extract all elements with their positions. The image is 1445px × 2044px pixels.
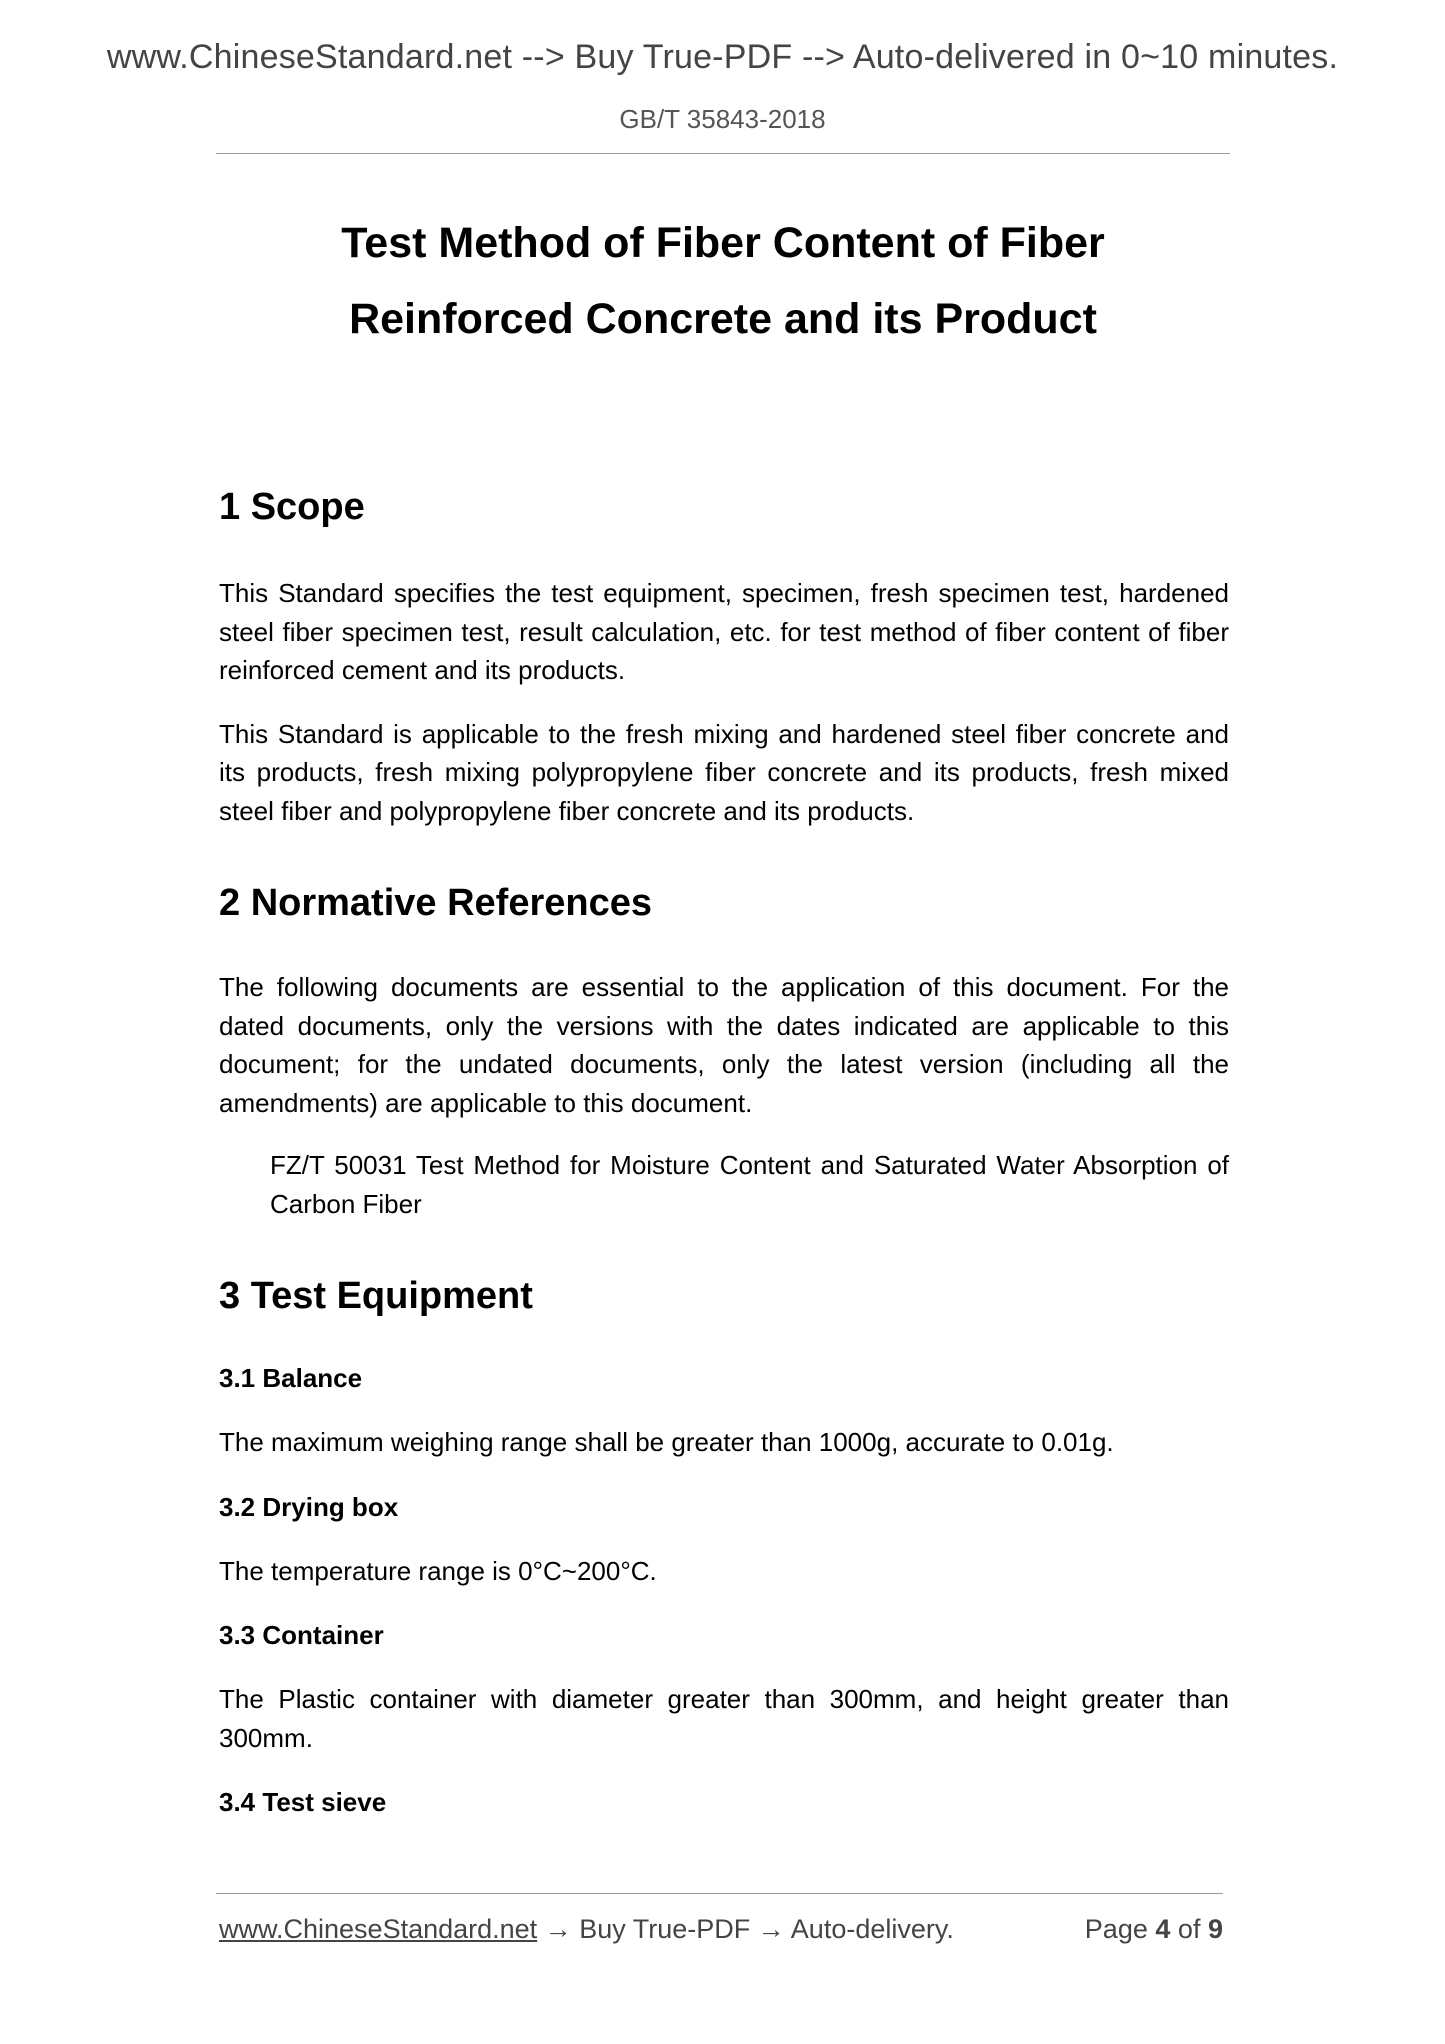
page-label: Page bbox=[1084, 1914, 1148, 1944]
document-code: GB/T 35843-2018 bbox=[619, 104, 826, 134]
page-footer bbox=[219, 1914, 1223, 1945]
section-heading-test-equipment: 3 Test Equipment bbox=[219, 1275, 533, 1317]
balance-text: The maximum weighing range shall be greater than 1000g, accurate to 0.01g. bbox=[219, 1427, 1114, 1457]
top-banner: www.ChineseStandard.net --> Buy True-PDF --> Auto-delivered in 0~10 minutes. bbox=[106, 38, 1339, 76]
section-heading-scope: 1 Scope bbox=[219, 486, 365, 528]
subsection-heading-test-sieve: 3.4 Test sieve bbox=[219, 1787, 387, 1817]
page-current: 4 bbox=[1155, 1914, 1171, 1944]
title-line-2: Reinforced Concrete and its Product bbox=[349, 295, 1097, 343]
footer-website-link[interactable]: www.ChineseStandard.net bbox=[219, 1914, 538, 1944]
footer-delivery-text: Auto-delivery. bbox=[790, 1914, 954, 1944]
scope-paragraph-1: This Standard specifies the test equipment, specimen, fresh specimen test, hardened steel fiber specimen test, result calculation, etc. for test method of fiber content of fiber reinforced cement and its products. bbox=[219, 578, 1229, 685]
section-heading-normative-references: 2 Normative References bbox=[219, 882, 652, 924]
arrow-right-icon: → bbox=[544, 1914, 572, 1944]
document-title bbox=[216, 205, 1230, 357]
reference-item: FZ/T 50031 Test Method for Moisture Content and Saturated Water Absorption of Carbon Fiber bbox=[270, 1150, 1229, 1219]
references-paragraph: The following documents are essential to the application of this document. For the dated documents, only the versions with the dates indicated are applicable to this document; for the undated documents, only the latest version (including all the amendments) are applicable to this document. bbox=[219, 972, 1229, 1118]
document-body bbox=[219, 482, 1229, 1821]
title-line-1: Test Method of Fiber Content of Fiber bbox=[341, 219, 1105, 267]
page-number bbox=[1085, 1914, 1223, 1945]
footer-divider bbox=[216, 1893, 1223, 1894]
header-divider bbox=[216, 153, 1230, 154]
footer-buy-text: Buy True-PDF bbox=[579, 1914, 751, 1944]
container-text: The Plastic container with diameter greater than 300mm, and height greater than 300mm. bbox=[219, 1684, 1229, 1753]
page-total: 9 bbox=[1207, 1914, 1223, 1944]
scope-paragraph-2: This Standard is applicable to the fresh mixing and hardened steel fiber concrete and its products, fresh mixing polypropylene fiber concrete and its products, fresh mixed steel fiber and polypropylene fiber concrete and its products. bbox=[219, 718, 1229, 826]
subsection-heading-balance: 3.1 Balance bbox=[219, 1363, 363, 1393]
subsection-heading-container: 3.3 Container bbox=[219, 1620, 384, 1650]
arrow-right-icon: → bbox=[757, 1914, 785, 1944]
subsection-heading-drying-box: 3.2 Drying box bbox=[219, 1491, 399, 1522]
page-of-label: of bbox=[1177, 1914, 1201, 1944]
drying-box-text: The temperature range is 0°C~200°C. bbox=[219, 1555, 657, 1586]
